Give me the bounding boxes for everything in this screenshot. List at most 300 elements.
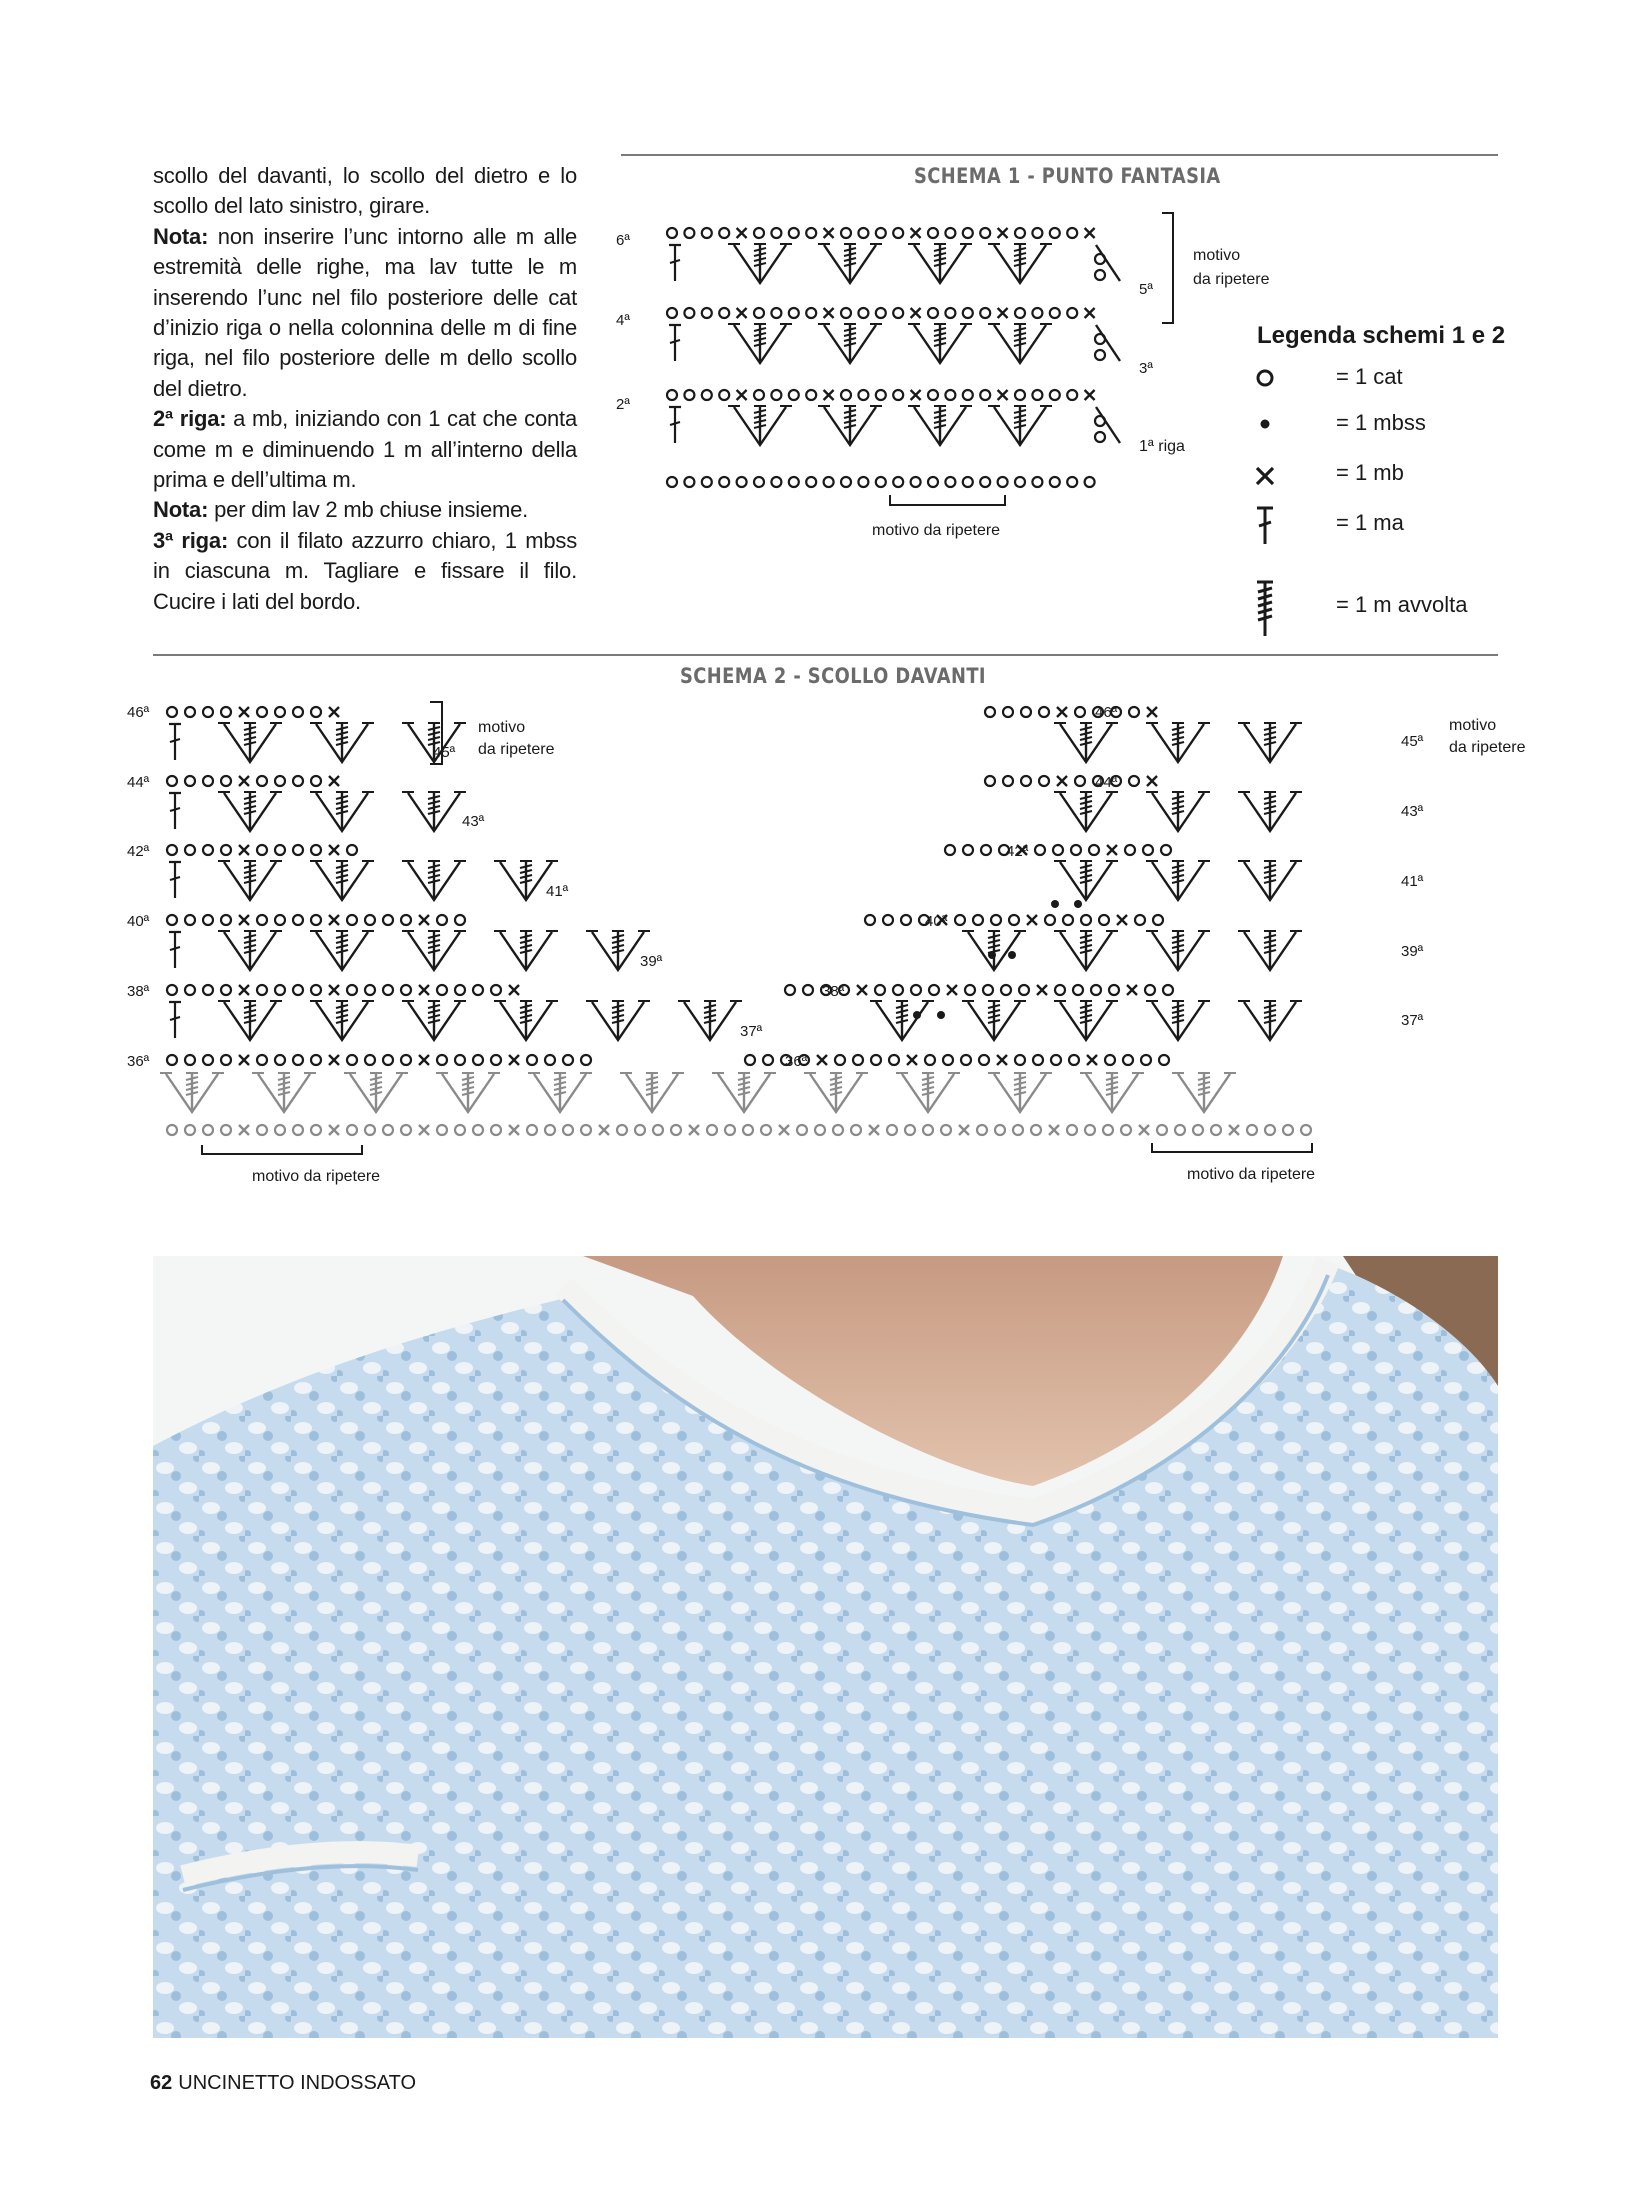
- chain-symbol: [365, 915, 375, 925]
- fan-stitch: [218, 931, 282, 970]
- chain-symbol: [979, 1055, 989, 1065]
- row-label: 46ª: [127, 704, 150, 721]
- mbss-symbol: [913, 1011, 921, 1019]
- mb-symbol: [959, 1125, 969, 1135]
- mb-symbol: [419, 915, 429, 925]
- chain-symbol: [928, 477, 938, 487]
- fan-stitch: [494, 1001, 558, 1040]
- fan-stitch: [1238, 792, 1302, 831]
- mb-symbol: [911, 390, 921, 400]
- chain-symbol: [943, 1055, 953, 1065]
- chain-symbol: [876, 390, 886, 400]
- chain-symbol: [581, 1125, 591, 1135]
- chain-symbol: [841, 477, 851, 487]
- chain-symbol: [221, 845, 231, 855]
- fan-stitch: [804, 1073, 868, 1112]
- chain-symbol: [527, 1125, 537, 1135]
- chain-symbol: [1075, 707, 1085, 717]
- chain-symbol: [1095, 432, 1105, 442]
- chain-symbol: [1067, 308, 1077, 318]
- crochet-top-photo: [153, 1256, 1498, 2038]
- chain-symbol: [257, 985, 267, 995]
- fan-stitch: [988, 244, 1052, 283]
- chain-symbol: [473, 1055, 483, 1065]
- chain-symbol: [928, 228, 938, 238]
- repeat-label: motivo da ripetere: [1449, 717, 1526, 756]
- chain-symbol: [980, 390, 990, 400]
- chain-symbol: [995, 1125, 1005, 1135]
- mb-symbol: [737, 308, 747, 318]
- chain-symbol: [383, 985, 393, 995]
- ma-symbol: [169, 724, 181, 760]
- mb-symbol: [239, 1055, 249, 1065]
- fan-stitch: [1054, 861, 1118, 900]
- repeat-label: motivo da ripetere: [872, 522, 1001, 539]
- chain-symbol: [167, 1055, 177, 1065]
- chain-symbol: [841, 308, 851, 318]
- chain-symbol: [221, 1055, 231, 1065]
- chain-symbol: [1095, 270, 1105, 280]
- fan-stitch: [1054, 1001, 1118, 1040]
- chain-symbol: [203, 707, 213, 717]
- chain-symbol: [293, 1055, 303, 1065]
- ma-symbol: [169, 932, 181, 968]
- row-label: 4ª: [616, 312, 630, 329]
- chain-symbol: [1053, 845, 1063, 855]
- ma-symbol: [669, 245, 681, 281]
- chain-symbol: [771, 228, 781, 238]
- fan-stitch: [1054, 723, 1118, 762]
- chain-symbol: [1033, 1055, 1043, 1065]
- mb-symbol: [239, 915, 249, 925]
- fan-stitch: [1146, 723, 1210, 762]
- fan-stitch: [402, 1001, 466, 1040]
- fan-stitch: [678, 1001, 742, 1040]
- chain-symbol: [1103, 1125, 1113, 1135]
- row-label: 1ª riga: [1139, 438, 1185, 455]
- mb-symbol: [737, 390, 747, 400]
- chain-symbol: [963, 228, 973, 238]
- chain-symbol: [835, 1055, 845, 1065]
- mb-symbol: [1057, 776, 1067, 786]
- chain-symbol: [401, 1055, 411, 1065]
- chain-symbol: [1050, 228, 1060, 238]
- row-label: 37ª: [740, 1023, 763, 1040]
- legend-label: = 1 ma: [1336, 510, 1404, 535]
- chain-symbol: [684, 390, 694, 400]
- chain-symbol: [945, 390, 955, 400]
- chain-symbol: [925, 1055, 935, 1065]
- chain-symbol: [1015, 308, 1025, 318]
- fan-stitch: [1080, 1073, 1144, 1112]
- fan-stitch: [728, 244, 792, 283]
- chain-symbol: [833, 1125, 843, 1135]
- chain-symbol: [635, 1125, 645, 1135]
- paragraph: scollo del davanti, lo scollo del dietro e lo scollo del lato sinistro, girare.: [153, 163, 577, 219]
- chain-symbol: [1015, 228, 1025, 238]
- mb-symbol: [1027, 915, 1037, 925]
- schema1-title: SCHEMA 1 - PUNTO FANTASIA: [914, 164, 1221, 188]
- chain-symbol: [275, 915, 285, 925]
- repeat-bracket: [1162, 213, 1173, 323]
- mb-symbol: [947, 985, 957, 995]
- chain-symbol: [311, 1055, 321, 1065]
- chain-symbol: [311, 915, 321, 925]
- schema2-diagram: [150, 690, 1410, 1170]
- chain-symbol: [1153, 915, 1163, 925]
- row-label: 40ª: [925, 913, 948, 930]
- chain-symbol: [858, 390, 868, 400]
- chain-symbol: [667, 390, 677, 400]
- fan-stitch: [218, 792, 282, 831]
- mbss-symbol: [988, 951, 996, 959]
- mb-symbol: [1229, 1125, 1239, 1135]
- m-avvolta-icon: [1257, 582, 1273, 636]
- chain-symbol: [865, 915, 875, 925]
- chain-symbol: [702, 228, 712, 238]
- chain-symbol: [1075, 776, 1085, 786]
- chain-symbol: [887, 1125, 897, 1135]
- chain-symbol: [858, 477, 868, 487]
- chain-symbol: [257, 776, 267, 786]
- chain-symbol: [293, 707, 303, 717]
- fan-stitch: [1146, 861, 1210, 900]
- chain-symbol: [293, 776, 303, 786]
- chain-symbol: [293, 985, 303, 995]
- row-label: 41ª: [546, 883, 569, 900]
- fan-stitch: [728, 406, 792, 445]
- chain-symbol: [311, 1125, 321, 1135]
- mb-symbol: [824, 390, 834, 400]
- page-footer: [150, 2072, 416, 2095]
- chain-symbol: [893, 228, 903, 238]
- mbss-symbol: [1051, 900, 1059, 908]
- chain-symbol: [1163, 985, 1173, 995]
- chain-symbol: [455, 1055, 465, 1065]
- row-label: 39ª: [1401, 943, 1424, 960]
- fan-stitch: [1172, 1073, 1236, 1112]
- chain-symbol: [1050, 308, 1060, 318]
- chain-symbol: [667, 308, 677, 318]
- chain-symbol: [1032, 228, 1042, 238]
- chain-symbol: [991, 915, 1001, 925]
- chain-symbol: [221, 1125, 231, 1135]
- chain-symbol: [275, 845, 285, 855]
- chain-symbol: [789, 390, 799, 400]
- chain-symbol: [961, 1055, 971, 1065]
- chain-symbol: [275, 1055, 285, 1065]
- chain-symbol: [167, 707, 177, 717]
- fan-stitch: [310, 792, 374, 831]
- fan-stitch: [870, 1001, 934, 1040]
- fan-stitch: [620, 1073, 684, 1112]
- chain-symbol: [221, 776, 231, 786]
- row-label: 36ª: [785, 1053, 808, 1070]
- mb-symbol: [239, 1125, 249, 1135]
- fan-stitch: [160, 1073, 224, 1112]
- legend-label: = 1 m avvolta: [1336, 592, 1468, 617]
- chain-symbol: [167, 985, 177, 995]
- instructions-text: [153, 161, 577, 617]
- mb-symbol: [737, 228, 747, 238]
- fan-stitch: [988, 1073, 1052, 1112]
- chain-symbol: [761, 1125, 771, 1135]
- row-label: 36ª: [127, 1053, 150, 1070]
- chain-symbol: [203, 1055, 213, 1065]
- chain-symbol: [743, 1125, 753, 1135]
- mb-symbol: [998, 390, 1008, 400]
- chain-symbol: [725, 1125, 735, 1135]
- chain-symbol: [876, 308, 886, 318]
- chain-symbol: [945, 477, 955, 487]
- chain-symbol: [203, 915, 213, 925]
- chain-symbol: [754, 477, 764, 487]
- mb-symbol: [1037, 985, 1047, 995]
- chain-symbol: [945, 845, 955, 855]
- chain-symbol: [275, 776, 285, 786]
- chain-symbol: [221, 915, 231, 925]
- chain-symbol: [980, 477, 990, 487]
- repeat-label: motivo da ripetere: [252, 1168, 381, 1185]
- chain-symbol: [1123, 1055, 1133, 1065]
- chain-symbol: [985, 776, 995, 786]
- chain-symbol: [311, 845, 321, 855]
- fan-stitch: [1146, 1001, 1210, 1040]
- chain-symbol: [1050, 477, 1060, 487]
- mb-symbol: [1085, 390, 1095, 400]
- chain-symbol: [945, 308, 955, 318]
- mbss-symbol: [937, 1011, 945, 1019]
- chain-symbol: [455, 915, 465, 925]
- fan-stitch: [310, 723, 374, 762]
- chain-symbol: [1067, 228, 1077, 238]
- chain-symbol: [365, 1125, 375, 1135]
- chain-symbol: [893, 477, 903, 487]
- chain-symbol: [401, 915, 411, 925]
- chain-symbol: [1141, 1055, 1151, 1065]
- fan-stitch: [586, 1001, 650, 1040]
- chain-symbol: [1159, 1055, 1169, 1065]
- fan-stitch: [402, 931, 466, 970]
- chain-symbol: [1032, 390, 1042, 400]
- chain-symbol: [1045, 915, 1055, 925]
- chain-symbol: [365, 1055, 375, 1065]
- chain-symbol: [167, 915, 177, 925]
- chain-symbol: [1085, 477, 1095, 487]
- chain-symbol: [1089, 845, 1099, 855]
- mb-symbol: [509, 1125, 519, 1135]
- paragraph: Nota: per dim lav 2 mb chiuse insieme.: [153, 497, 529, 523]
- chain-symbol: [1015, 477, 1025, 487]
- chain-symbol: [1035, 845, 1045, 855]
- chain-symbol: [185, 1125, 195, 1135]
- fan-stitch: [402, 861, 466, 900]
- mb-symbol: [239, 707, 249, 717]
- fan-stitch: [218, 1001, 282, 1040]
- chain-symbol: [983, 985, 993, 995]
- chain-symbol: [185, 845, 195, 855]
- chain-symbol: [185, 776, 195, 786]
- chain-symbol: [1085, 1125, 1095, 1135]
- row-label: 44ª: [1095, 774, 1118, 791]
- mb-symbol: [599, 1125, 609, 1135]
- chain-symbol: [1129, 707, 1139, 717]
- chain-symbol: [311, 707, 321, 717]
- chain-symbol: [981, 845, 991, 855]
- chain-symbol: [1003, 776, 1013, 786]
- chain-symbol: [901, 915, 911, 925]
- chain-symbol: [293, 915, 303, 925]
- chain-symbol: [1247, 1125, 1257, 1135]
- schema1-diagram: [600, 205, 1250, 550]
- row-label: 38ª: [127, 983, 150, 1000]
- fan-stitch: [436, 1073, 500, 1112]
- chain-symbol: [871, 1055, 881, 1065]
- mb-symbol: [1127, 985, 1137, 995]
- chain-symbol: [754, 308, 764, 318]
- chain-symbol: [806, 308, 816, 318]
- chain-symbol: [1067, 477, 1077, 487]
- chain-symbol: [824, 477, 834, 487]
- chain-symbol: [1143, 845, 1153, 855]
- chain-symbol: [980, 228, 990, 238]
- fan-stitch: [310, 931, 374, 970]
- row-label: 38ª: [822, 983, 845, 1000]
- mb-symbol: [824, 308, 834, 318]
- chain-symbol: [1135, 915, 1145, 925]
- chain-symbol: [789, 228, 799, 238]
- row-label: 40ª: [127, 913, 150, 930]
- ma-symbol: [669, 407, 681, 443]
- fan-stitch: [310, 861, 374, 900]
- chain-symbol: [875, 985, 885, 995]
- chain-symbol: [1063, 915, 1073, 925]
- fan-stitch: [494, 931, 558, 970]
- chain-symbol: [1283, 1125, 1293, 1135]
- fan-stitch: [310, 1001, 374, 1040]
- chain-symbol: [203, 1125, 213, 1135]
- mb-symbol: [509, 985, 519, 995]
- chain-symbol: [203, 845, 213, 855]
- chain-symbol: [1157, 1125, 1167, 1135]
- chain-symbol: [1039, 707, 1049, 717]
- chain-symbol: [1175, 1125, 1185, 1135]
- chain-symbol: [1121, 1125, 1131, 1135]
- chain-symbol: [293, 1125, 303, 1135]
- chain-symbol: [1161, 845, 1171, 855]
- chain-symbol: [437, 985, 447, 995]
- chain-symbol: [383, 1125, 393, 1135]
- repeat-label: motivo da ripetere: [478, 719, 555, 758]
- chain-symbol: [929, 985, 939, 995]
- chain-symbol: [221, 707, 231, 717]
- chain-symbol: [785, 985, 795, 995]
- chain-symbol: [365, 985, 375, 995]
- chain-symbol: [841, 390, 851, 400]
- chain-symbol: [707, 1125, 717, 1135]
- fan-stitch: [896, 1073, 960, 1112]
- chain-symbol: [1109, 985, 1119, 995]
- chain-symbol: [893, 985, 903, 995]
- row-label: 43ª: [462, 813, 485, 830]
- mb-symbol: [419, 985, 429, 995]
- mb-symbol: [857, 985, 867, 995]
- chain-symbol: [1301, 1125, 1311, 1135]
- mb-symbol: [869, 1125, 879, 1135]
- fan-stitch: [728, 324, 792, 363]
- divider: [153, 654, 1498, 656]
- chain-symbol: [745, 1055, 755, 1065]
- chain-symbol: [702, 477, 712, 487]
- fan-stitch: [1054, 792, 1118, 831]
- magazine-title: UNCINETTO INDOSSATO: [178, 2072, 417, 2094]
- chain-symbol: [437, 1125, 447, 1135]
- chain-symbol: [963, 308, 973, 318]
- row-label: 42ª: [1006, 843, 1029, 860]
- row-label: 6ª: [616, 232, 630, 249]
- chain-symbol: [973, 915, 983, 925]
- fan-stitch: [1146, 931, 1210, 970]
- fan-stitch: [344, 1073, 408, 1112]
- chain-symbol: [1001, 985, 1011, 995]
- mbss-icon: [1261, 420, 1270, 429]
- chain-symbol: [684, 228, 694, 238]
- chain-symbol: [383, 915, 393, 925]
- mb-icon: [1257, 468, 1273, 484]
- chain-symbol: [684, 477, 694, 487]
- chain-symbol: [257, 707, 267, 717]
- fan-stitch: [1146, 792, 1210, 831]
- chain-symbol: [803, 985, 813, 995]
- row-label: 45ª: [433, 744, 456, 761]
- chain-symbol: [491, 1125, 501, 1135]
- chain-symbol: [789, 477, 799, 487]
- chain-symbol: [963, 390, 973, 400]
- row-label: 3ª: [1139, 360, 1153, 377]
- chain-symbol: [923, 1125, 933, 1135]
- fan-stitch: [908, 244, 972, 283]
- repeat-label: motivo da ripetere: [1187, 1166, 1316, 1183]
- chain-symbol: [853, 1055, 863, 1065]
- chain-symbol: [771, 390, 781, 400]
- chain-symbol: [1032, 308, 1042, 318]
- chain-symbol: [437, 1055, 447, 1065]
- paragraph: Nota: non inserire l’unc intorno alle m alle estremità delle righe, ma lav tutte le m inserendo l’unc nel filo posteriore delle cat d’inizio riga o nella colonnina delle m di fine riga, nel filo posteriore delle m dello scollo del dietro.: [153, 223, 577, 401]
- chain-symbol: [1125, 845, 1135, 855]
- fan-stitch: [402, 792, 466, 831]
- chain-symbol: [1099, 915, 1109, 925]
- row-label: 2ª: [616, 396, 630, 413]
- paragraph: 2ª riga: a mb, iniziando con 1 cat che conta come m e diminuendo 1 m all’interno della prima e dell’ultima m.: [153, 406, 577, 493]
- chain-symbol: [257, 1055, 267, 1065]
- chain-symbol: [221, 985, 231, 995]
- chain-symbol: [963, 845, 973, 855]
- chain-symbol: [977, 1125, 987, 1135]
- repeat-bracket: [890, 495, 1005, 505]
- chain-symbol: [545, 1125, 555, 1135]
- chain-symbol: [684, 308, 694, 318]
- mb-symbol: [911, 228, 921, 238]
- mb-symbol: [509, 1055, 519, 1065]
- legend-label: = 1 mb: [1336, 460, 1404, 485]
- chain-symbol: [876, 228, 886, 238]
- chain-symbol: [203, 776, 213, 786]
- chain-symbol: [671, 1125, 681, 1135]
- chain-symbol: [491, 1055, 501, 1065]
- chain-symbol: [1050, 390, 1060, 400]
- mb-symbol: [329, 707, 339, 717]
- mb-symbol: [1117, 915, 1127, 925]
